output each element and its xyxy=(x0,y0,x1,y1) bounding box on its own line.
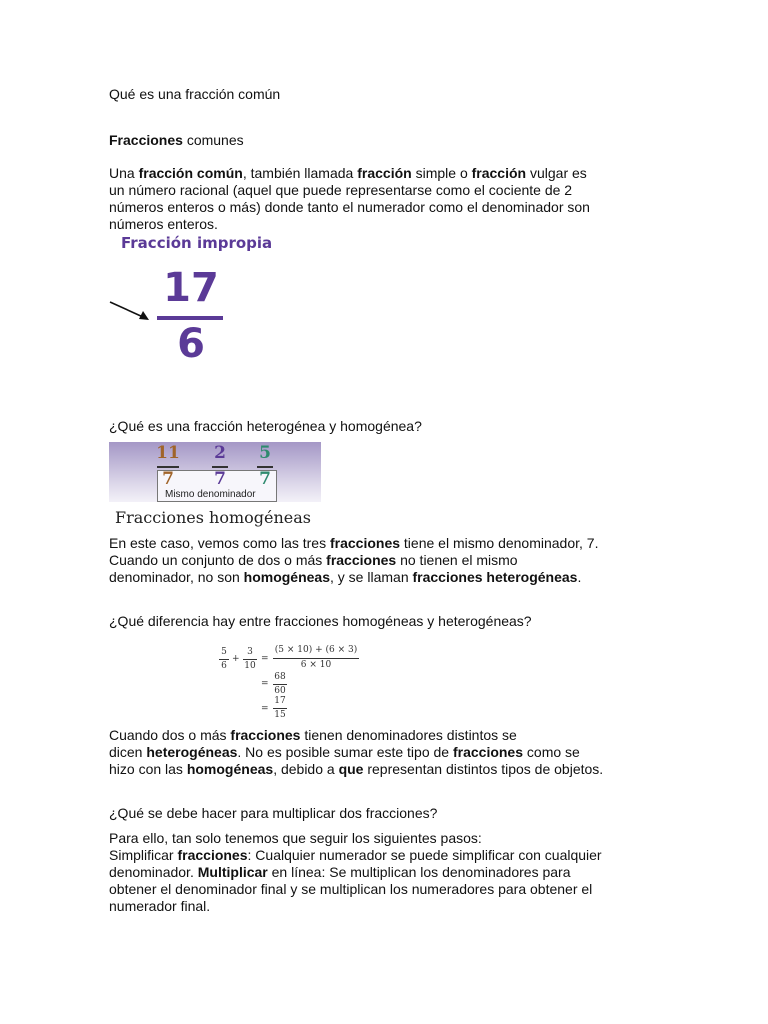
text: como se xyxy=(523,744,580,760)
text: representan distintos tipos de objetos. xyxy=(363,761,604,777)
eq-b-den: 10 xyxy=(244,661,256,671)
bold-text: fracciones xyxy=(329,535,401,551)
fraction-sum-equation xyxy=(218,645,368,723)
text: denominador, no son xyxy=(109,569,244,585)
para1-line1 xyxy=(109,165,669,182)
eq-a-den: 6 xyxy=(221,661,227,671)
paragraph-homogeneous xyxy=(109,535,689,586)
text: vulgar es xyxy=(526,165,587,181)
para3-line3 xyxy=(109,761,689,778)
paragraph-steps xyxy=(109,830,689,915)
bold-text: heterogéneas xyxy=(146,744,238,760)
fraction-3-denominator: 7 xyxy=(259,469,271,489)
bold-text: fracción xyxy=(471,165,527,181)
fraction-2-denominator: 7 xyxy=(214,469,226,489)
eq-plus: + xyxy=(232,654,240,664)
para1-line3: números enteros o más) donde tanto el numerador como el denominador son xyxy=(109,199,590,215)
bold-text: homogéneas xyxy=(243,569,331,585)
bold-text: fracciones xyxy=(230,727,301,743)
eq-equals: = xyxy=(261,679,269,689)
text: no tienen el mismo xyxy=(396,552,518,568)
fraction-1-bar xyxy=(157,466,179,468)
paragraph-definition xyxy=(109,165,669,233)
para2-line1 xyxy=(109,535,689,552)
eq-e-den: 15 xyxy=(274,710,286,720)
para3-line2 xyxy=(109,744,689,761)
text: simple o xyxy=(411,165,472,181)
para1-line4: números enteros. xyxy=(109,216,218,232)
eq-c-num: (5 × 10) + (6 × 3) xyxy=(274,645,358,655)
text: hizo con las xyxy=(109,761,187,777)
bold-text: fracciones heterogéneas xyxy=(412,569,578,585)
text: , también llamada xyxy=(242,165,358,181)
eq-bar xyxy=(243,659,257,660)
eq-equals: = xyxy=(261,654,269,664)
text: Cuando dos o más xyxy=(109,727,231,743)
text: denominador. xyxy=(109,864,198,880)
bold-text: homogéneas xyxy=(186,761,274,777)
eq-c-den: 6 × 10 xyxy=(300,660,332,670)
improper-label: Fracción impropia xyxy=(121,234,273,252)
heading-rest: comunes xyxy=(182,132,244,148)
eq-bar xyxy=(273,708,287,709)
arrow-icon xyxy=(109,292,159,332)
homogeneous-label: Fracciones homogéneas xyxy=(115,508,312,527)
bold-text: fracción común xyxy=(138,165,243,181)
eq-d-den: 60 xyxy=(274,686,286,696)
fraction-bar xyxy=(157,316,223,320)
improper-numerator: 17 xyxy=(163,265,219,311)
para4-line5: numerador final. xyxy=(109,898,211,914)
improper-denominator: 6 xyxy=(177,321,205,367)
question-heterogeneous: ¿Qué es una fracción heterogénea y homogénea? xyxy=(109,418,422,434)
same-denominator-caption: Mismo denominador xyxy=(165,489,256,500)
bold-text: Multiplicar xyxy=(197,864,268,880)
para4-line3 xyxy=(109,864,689,881)
text: Cuando un conjunto de dos o más xyxy=(109,552,327,568)
fraction-1-numerator: 11 xyxy=(156,443,180,463)
fraction-1-denominator: 7 xyxy=(162,469,174,489)
question-difference: ¿Qué diferencia hay entre fracciones homogéneas y heterogéneas? xyxy=(109,613,532,629)
bold-text: fracciones xyxy=(177,847,248,863)
para4-line4: obtener el denominador final y se multiplican los numeradores para obtener el xyxy=(109,881,593,897)
eq-bar xyxy=(273,684,287,685)
eq-bar xyxy=(273,658,359,659)
eq-e-num: 17 xyxy=(274,696,286,706)
fraction-3-bar xyxy=(257,466,273,468)
para2-line3 xyxy=(109,569,689,586)
para3-line1 xyxy=(109,727,689,744)
bold-text: fracción xyxy=(357,165,412,181)
page-title: Qué es una fracción común xyxy=(109,86,281,102)
eq-d-num: 68 xyxy=(274,672,286,682)
bold-text: fracciones xyxy=(452,744,524,760)
text: Una xyxy=(109,165,139,181)
text: . xyxy=(577,569,582,585)
eq-equals: = xyxy=(261,704,269,714)
para2-line2 xyxy=(109,552,689,569)
eq-a-num: 5 xyxy=(221,647,227,657)
eq-bar xyxy=(219,659,229,660)
text: , debido a xyxy=(273,761,339,777)
para4-line1: Para ello, tan solo tenemos que seguir los siguientes pasos: xyxy=(109,830,482,846)
question-multiply: ¿Qué se debe hacer para multiplicar dos fracciones? xyxy=(109,805,438,821)
text: dicen xyxy=(109,744,147,760)
heading-bold: Fracciones xyxy=(109,132,183,148)
paragraph-heterogeneous xyxy=(109,727,689,778)
section-heading xyxy=(109,132,244,149)
bold-text: que xyxy=(338,761,364,777)
para1-line2: un número racional (aquel que puede representarse como el cociente de 2 xyxy=(109,182,573,198)
eq-b-num: 3 xyxy=(247,647,253,657)
text: : Cualquier numerador se puede simplificar con cualquier xyxy=(247,847,602,863)
bold-text: fracciones xyxy=(326,552,397,568)
improper-fraction-figure xyxy=(109,232,289,372)
fraction-2-numerator: 2 xyxy=(214,443,226,463)
text: en línea: Se multiplican los denominadores para xyxy=(267,864,571,880)
text: En este caso, vemos como las tres xyxy=(109,535,330,551)
fraction-3-numerator: 5 xyxy=(259,443,271,463)
text: Simplificar xyxy=(109,847,178,863)
fraction-2-bar xyxy=(212,466,228,468)
text: tiene el mismo denominador, 7. xyxy=(400,535,599,551)
text: , y se llaman xyxy=(330,569,413,585)
text: . No es posible sumar este tipo de xyxy=(237,744,453,760)
para4-line2 xyxy=(109,847,689,864)
text: tienen denominadores distintos se xyxy=(300,727,517,743)
homogeneous-fractions-figure xyxy=(109,442,321,531)
